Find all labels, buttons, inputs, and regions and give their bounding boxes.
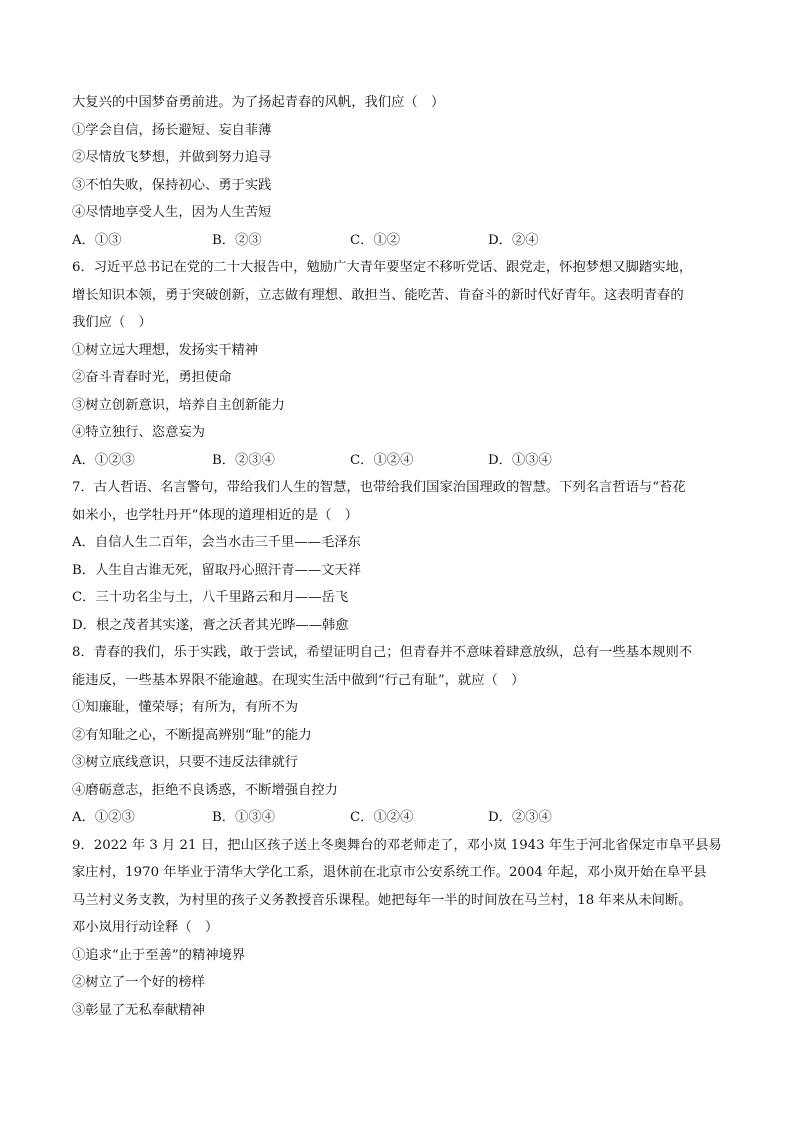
q7-stem-line-2: 如米小，也学牡丹开”体现的道理相近的是（ ）	[72, 508, 359, 523]
q7-option-a: A．自信人生二百年，会当水击三千里——毛泽东	[72, 535, 361, 550]
q9-statement-3: ③彰显了无私奉献精神	[72, 1003, 205, 1018]
q6-statement-4: ④特立独行、恣意妄为	[72, 425, 205, 440]
q5-option-a: A．①③	[72, 233, 122, 248]
q9-statement-1: ①追求“止于至善”的精神境界	[72, 948, 246, 963]
q6-stem-line-3: 我们应（ ）	[72, 315, 152, 330]
q5-option-d: D．②④	[488, 233, 539, 248]
q5-stem-tail: 大复兴的中国梦奋勇前进。为了扬起青春的风帆，我们应（ ）	[72, 95, 445, 110]
q8-stem-line-2: 能违反，一些基本界限不能逾越。在现实生活中做到“行己有耻”，就应（ ）	[72, 673, 525, 688]
q9-stem-line-2: 家庄村，1970 年毕业于清华大学化工系，退休前在北京市公安系统工作。2004 年起，邓小岚开始在阜平县	[72, 865, 707, 880]
q8-option-d: D．②③④	[488, 810, 552, 825]
q8-statement-3: ③树立底线意识，只要不违反法律就行	[72, 755, 299, 770]
q5-statement-3: ③不怕失败，保持初心、勇于实践	[72, 178, 272, 193]
q5-statement-1: ①学会自信，扬长避短、妄自菲薄	[72, 123, 272, 138]
q6-statement-3: ③树立创新意识，培养自主创新能力	[72, 398, 285, 413]
q6-option-d: D．①③④	[488, 453, 552, 468]
q8-options	[72, 809, 752, 827]
q9-stem-line-1: 9．2022 年 3 月 21 日，把山区孩子送上冬奥舞台的邓老师走了，邓小岚 1943 年生于河北省保定市阜平县易	[72, 838, 722, 853]
q7-option-c: C．三十功名尘与土，八千里路云和月——岳飞	[72, 590, 349, 605]
q7-option-d: D．根之茂者其实遂，膏之沃者其光晔——韩愈	[72, 618, 349, 633]
q6-option-b: B．②③④	[212, 453, 275, 468]
q8-option-a: A．①②③	[72, 810, 135, 825]
q6-option-c: C．①②④	[350, 453, 414, 468]
q9-stem-line-3: 马兰村义务支教，为村里的孩子义务教授音乐课程。她把每年一半的时间放在马兰村，18 年来从未间断。	[72, 893, 692, 908]
q6-statement-2: ②奋斗青春时光，勇担使命	[72, 370, 232, 385]
q9-statement-2: ②树立了一个好的榜样	[72, 975, 205, 990]
q6-option-a: A．①②③	[72, 453, 135, 468]
q8-statement-4: ④磨砺意志，拒绝不良诱惑，不断增强自控力	[72, 783, 338, 798]
q5-options	[72, 232, 752, 250]
q7-stem-line-1: 7．古人哲语、名言警句，带给我们人生的智慧，也带给我们国家治国理政的智慧。下列名言哲语与“苔花	[72, 480, 686, 495]
q6-stem-line-2: 增长知识本领，勇于突破创新，立志做有理想、敢担当、能吃苦、肯奋斗的新时代好青年。这表明青春的	[72, 288, 684, 303]
q8-stem-line-1: 8．青春的我们，乐于实践，敢于尝试，希望证明自己；但青春并不意味着肆意放纵，总有一些基本规则不	[72, 645, 693, 660]
q9-stem-line-4: 邓小岚用行动诠释（ ）	[72, 920, 219, 935]
q5-statement-4: ④尽情地享受人生，因为人生苦短	[72, 205, 272, 220]
q8-statement-1: ①知廉耻，懂荣辱；有所为，有所不为	[72, 700, 299, 715]
q5-statement-2: ②尽情放飞梦想，并做到努力追寻	[72, 150, 272, 165]
q7-option-b: B．人生自古谁无死，留取丹心照汗青——文天祥	[72, 563, 362, 578]
q8-option-b: B．①③④	[212, 810, 275, 825]
q5-option-b: B．②③	[212, 233, 262, 248]
q8-statement-2: ②有知耻之心，不断提高辨别“耻”的能力	[72, 728, 312, 743]
q6-options	[72, 452, 752, 470]
q6-statement-1: ①树立远大理想，发扬实干精神	[72, 343, 259, 358]
q6-stem-line-1: 6．习近平总书记在党的二十大报告中，勉励广大青年要坚定不移听党话、跟党走，怀抱梦想又脚踏实地，	[72, 260, 693, 275]
q5-option-c: C．①②	[350, 233, 401, 248]
q8-option-c: C．①②④	[350, 810, 414, 825]
